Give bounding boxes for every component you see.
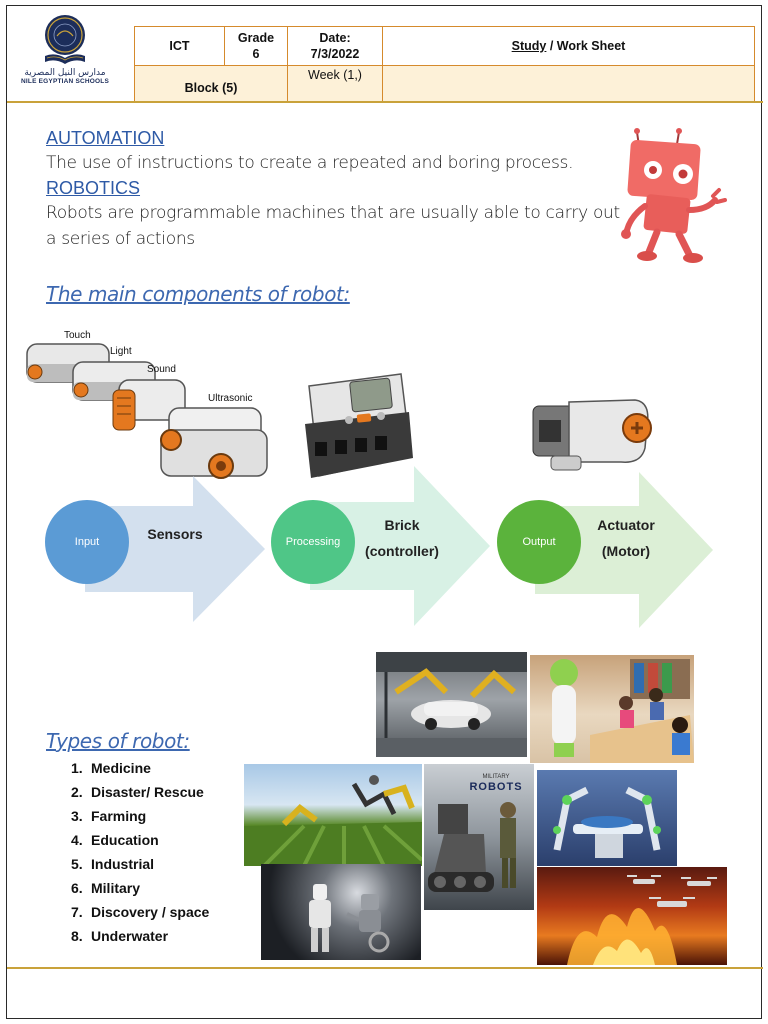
week-cell: Week (1,) bbox=[288, 65, 383, 102]
actuator-label-line1: Actuator bbox=[597, 517, 655, 533]
ultrasonic-sensor bbox=[161, 408, 267, 478]
brick-label bbox=[357, 512, 447, 564]
list-item: 2. Disaster/ Rescue bbox=[71, 784, 204, 800]
sensor-label-light: Light bbox=[110, 346, 132, 357]
industrial-robot-photo bbox=[376, 652, 527, 757]
blank-cell bbox=[383, 65, 755, 102]
rescue-drone-photo bbox=[537, 867, 727, 965]
robot-types-list bbox=[71, 756, 209, 948]
date-label: Date: bbox=[319, 30, 351, 45]
medicine-robot-photo bbox=[537, 770, 677, 866]
robotics-definition-line2: a series of actions bbox=[46, 229, 195, 249]
processing-circle-label: Processing bbox=[285, 536, 341, 548]
motor-illustration bbox=[525, 390, 665, 476]
brick-label-line2: (controller) bbox=[365, 543, 439, 559]
sheet-type-cell bbox=[383, 27, 755, 66]
automation-heading: AUTOMATION bbox=[46, 128, 165, 148]
sensor-label-ultrasonic: Ultrasonic bbox=[208, 393, 253, 404]
header-divider bbox=[7, 101, 763, 103]
sheet-type-rest: / Work Sheet bbox=[546, 38, 626, 53]
list-item: 5. Industrial bbox=[71, 856, 155, 872]
logo-english-name: NILE EGYPTIAN SCHOOLS bbox=[21, 78, 109, 85]
actuator-label bbox=[581, 512, 671, 564]
school-seal-icon bbox=[41, 14, 89, 66]
header-table bbox=[134, 26, 755, 102]
space-robot-photo bbox=[261, 864, 421, 960]
date-value: 7/3/2022 bbox=[310, 46, 360, 61]
military-caption-small: MILITARY bbox=[482, 774, 510, 780]
farming-robot-photo bbox=[244, 764, 422, 866]
list-item: 6. Military bbox=[71, 880, 141, 896]
list-item: 4. Education bbox=[71, 832, 159, 848]
output-circle bbox=[497, 500, 581, 584]
subject-cell: ICT bbox=[135, 27, 225, 66]
types-title: Types of robot: bbox=[46, 729, 190, 753]
grade-value: 6 bbox=[252, 46, 260, 61]
sensor-label-sound: Sound bbox=[147, 364, 176, 375]
automation-definition: The use of instructions to create a repeated and boring process. bbox=[46, 153, 574, 173]
sheet-type-study: Study bbox=[511, 38, 547, 53]
military-caption-big: ROBOTS bbox=[469, 781, 523, 793]
list-item: 1. Medicine bbox=[71, 760, 151, 776]
input-circle bbox=[45, 500, 129, 584]
list-item: 3. Farming bbox=[71, 808, 147, 824]
brick-label-line1: Brick bbox=[384, 517, 420, 533]
list-item: 7. Discovery / space bbox=[71, 904, 210, 920]
actuator-label-line2: (Motor) bbox=[601, 543, 651, 559]
output-circle-label: Output bbox=[522, 536, 556, 548]
grade-cell bbox=[225, 27, 288, 66]
sensors-label-line1: Sensors bbox=[147, 526, 203, 542]
school-logo bbox=[21, 14, 109, 102]
education-robot-photo bbox=[530, 655, 694, 763]
cartoon-robot-icon bbox=[615, 124, 735, 266]
processing-circle bbox=[271, 500, 355, 584]
components-title: The main components of robot: bbox=[46, 282, 350, 306]
grade-label: Grade bbox=[237, 30, 275, 45]
military-robot-photo bbox=[424, 764, 534, 910]
sensors-illustration bbox=[21, 320, 271, 488]
date-cell bbox=[288, 27, 383, 66]
sensors-label bbox=[135, 521, 215, 547]
footer-divider bbox=[7, 967, 763, 969]
input-circle-label: Input bbox=[74, 536, 100, 548]
robotics-definition-line1: Robots are programmable machines that are usually able to carry out bbox=[46, 203, 620, 223]
block-cell: Block (5) bbox=[135, 65, 288, 102]
robotics-heading: ROBOTICS bbox=[46, 178, 141, 198]
sensor-label-touch: Touch bbox=[64, 330, 91, 341]
logo-arabic-name: مدارس النيل المصرية bbox=[24, 68, 106, 78]
worksheet-page bbox=[6, 5, 762, 1019]
list-item: 8. Underwater bbox=[71, 928, 169, 944]
